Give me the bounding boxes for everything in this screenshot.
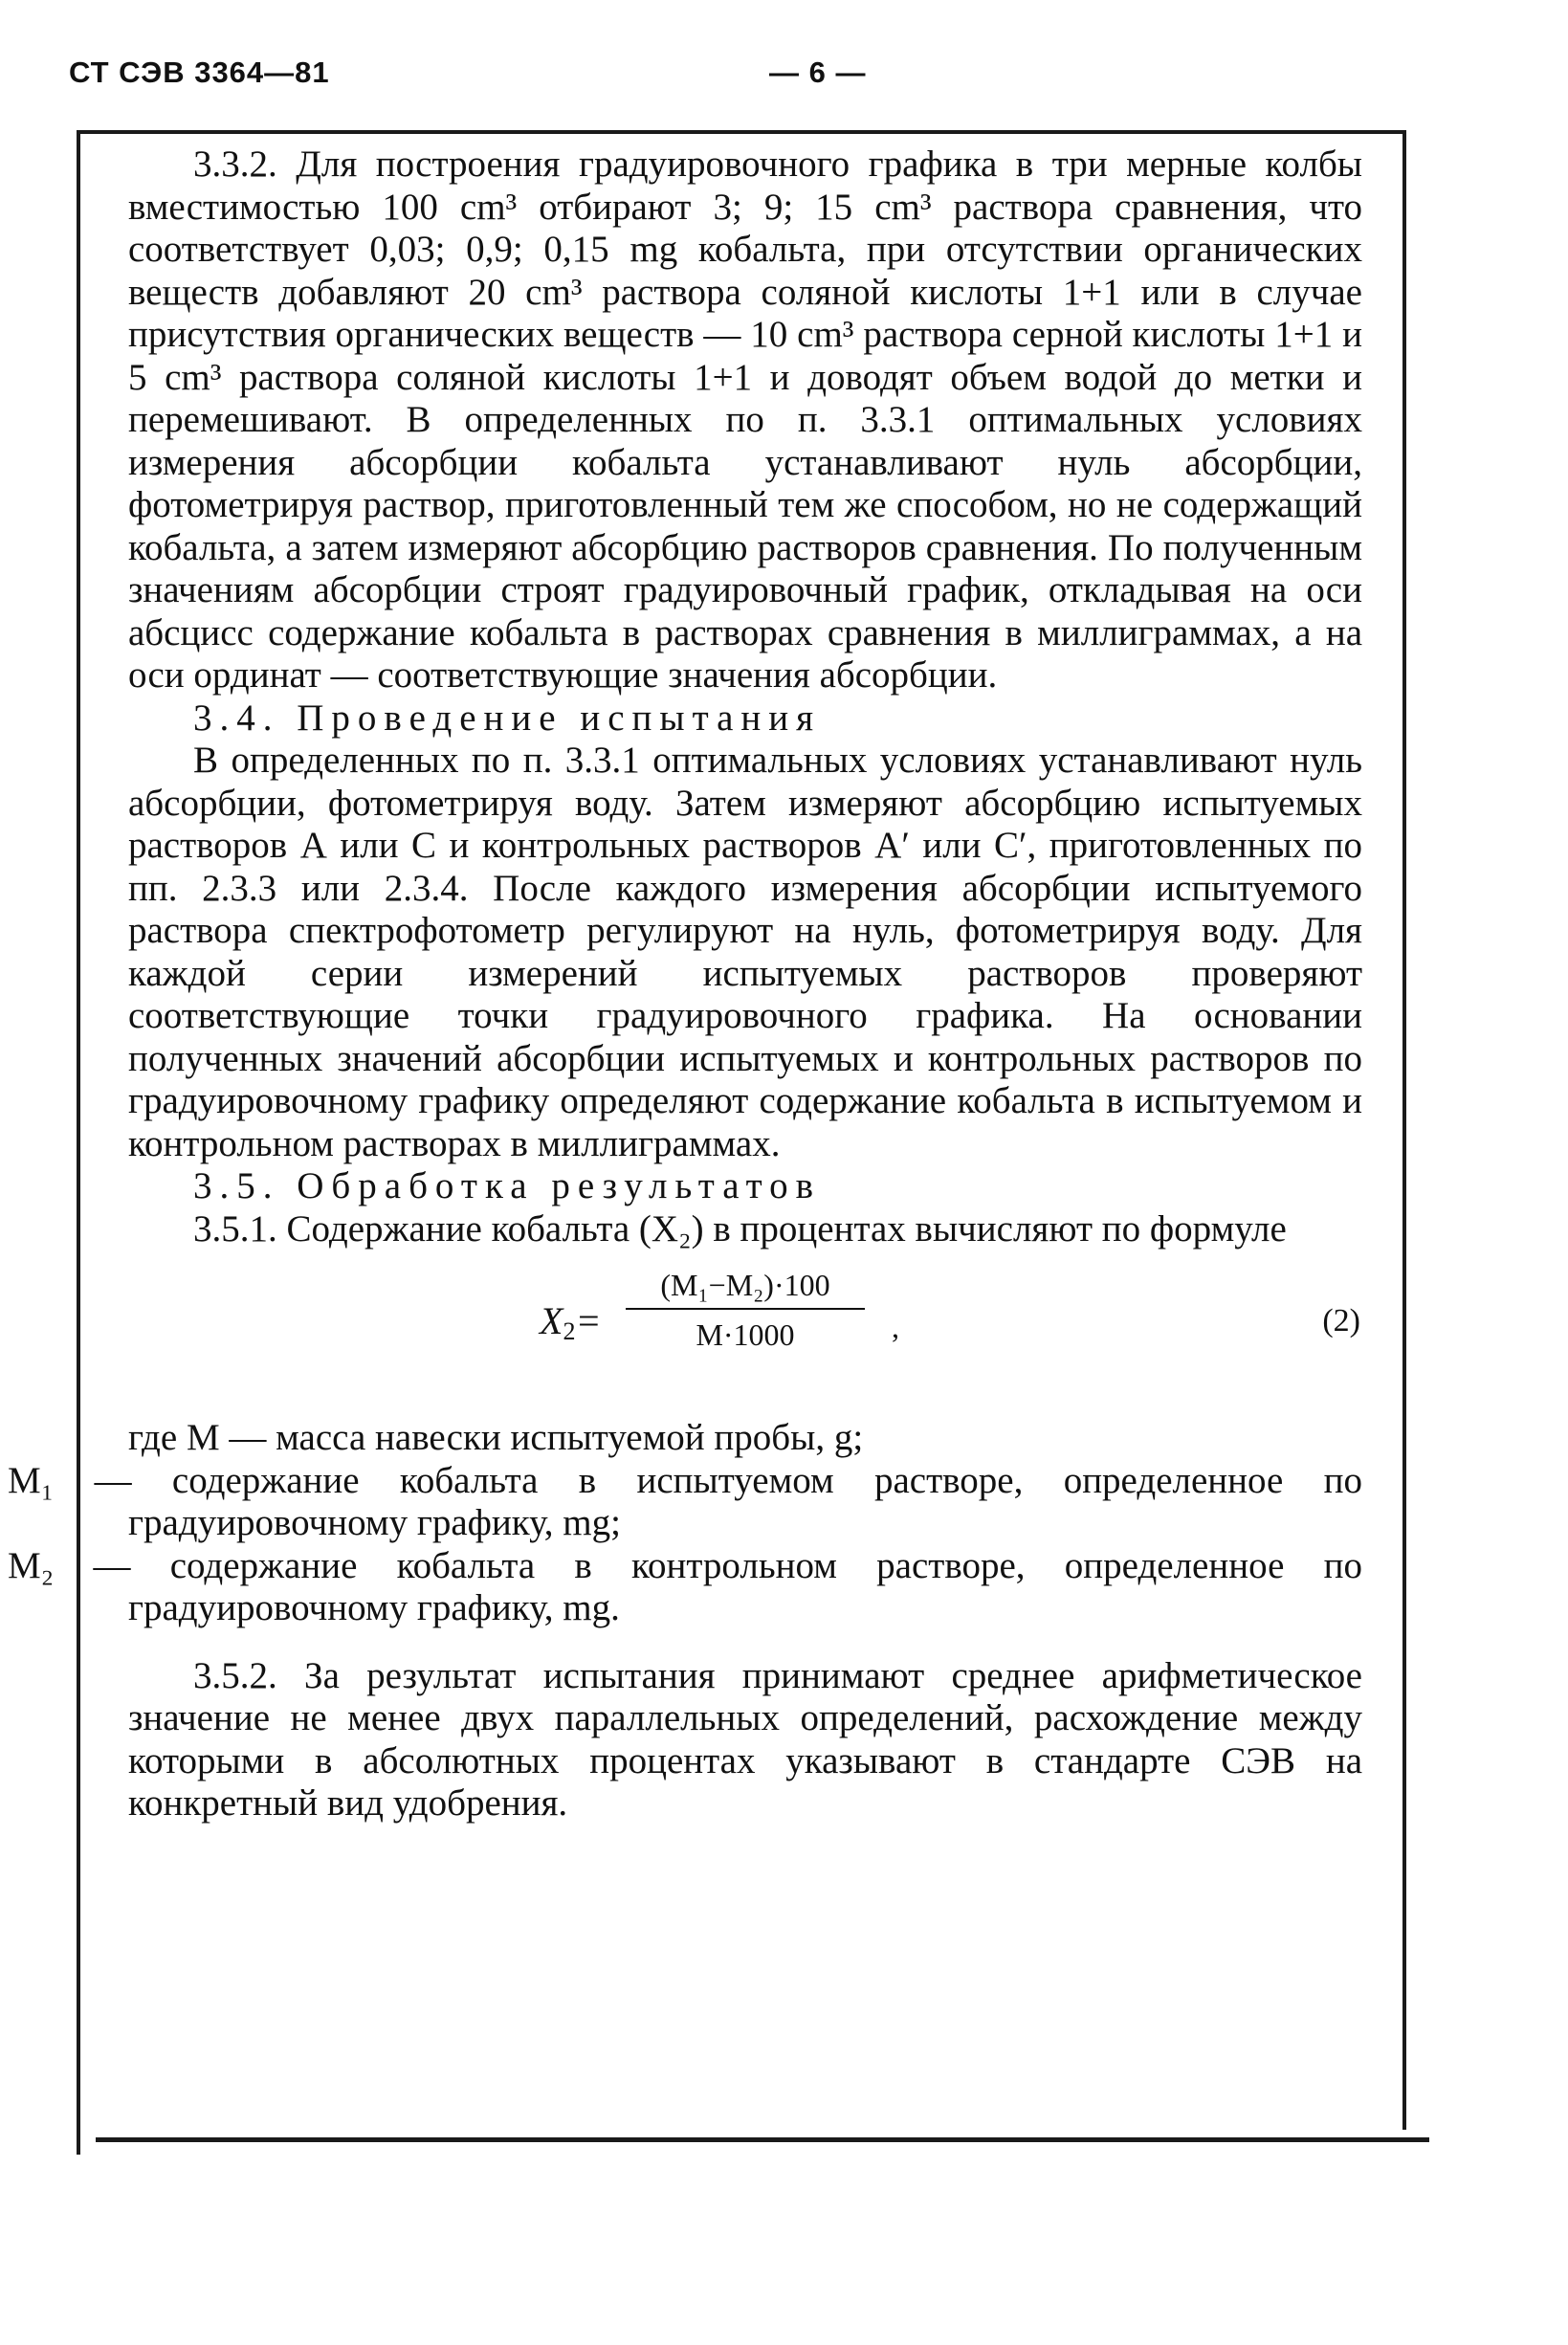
formula-comma: ,: [892, 1310, 899, 1344]
frame-right-rule: [1402, 130, 1406, 2130]
paragraph-3-4: В определенных по п. 3.3.1 оптимальных условиях устанавливают нуль абсорбции, фотометрируя воду. Затем измеряют абсорбцию испытуемых растворов А или С и контрольных растворов А′ или С′, приготовленных по пп. 2.3.3 или 2.3.4. После каждого измерения абсорбции испытуемого раствора спектрофотометр регулируют на нуль, фотометрируя воду. Для каждой серии измерений испытуемых растворов проверяют соответствующие точки градуировочного графика. На основании полученных значений абсорбции испытуемых и контрольных растворов по градуировочному графику определяют содержание кобальта в испытуемом и контрольном растворах в миллиграммах.: [128, 740, 1362, 1164]
heading-3-5: 3.5. Обработка результатов: [193, 1165, 822, 1206]
frame-top-rule: [78, 130, 1406, 134]
formula-denominator: M·1000: [696, 1317, 795, 1352]
formula-number: (2): [1322, 1303, 1360, 1338]
spacer: [128, 1630, 1362, 1655]
formula-fraction: [626, 1266, 865, 1354]
legend-intro: где M — масса навески испытуемой пробы, g;: [128, 1417, 864, 1458]
standard-code: СТ СЭВ 3364—81: [69, 55, 330, 89]
page-number: — 6 —: [769, 55, 867, 89]
formula-lhs-subscript: 2: [563, 1317, 576, 1345]
formula-equals: =: [575, 1299, 602, 1342]
legend-m2: M₂ — содержание кобальта в контрольном растворе, определенное по градуировочному графику, mg.: [8, 1544, 1362, 1628]
paragraph-3-3-2: 3.3.2. Для построения градуировочного графика в три мерные колбы вместимостью 100 cm³ отбирают 3; 9; 15 cm³ раствора сравнения, что соответствует 0,03; 0,9; 0,15 mg кобальта, при отсутствии органических веществ добавляют 20 cm³ раствора соляной кислоты 1+1 или в случае присутствия органических веществ — 10 cm³ раствора серной кислоты 1+1 и 5 cm³ раствора соляной кислоты 1+1 и доводят объем водой до метки и перемешивают. В определенных по п. 3.3.1 оптимальных условиях измерения абсорбции кобальта устанавливают нуль абсорбции, фотометрируя раствор, приготовленный тем же способом, но не содержащий кобальта, а затем измеряют абсорбцию растворов сравнения. По полученным значениям абсорбции строят градуировочный график, откладывая на оси абсцисс содержание кобальта в растворах сравнения в миллиграммах, а на оси ординат — соответствующие значения абсорбции.: [128, 144, 1362, 696]
frame-bottom-rule: [96, 2137, 1429, 2142]
paragraph-3-5-1: 3.5.1. Содержание кобальта (X₂) в процентах вычисляют по формуле: [193, 1207, 1287, 1250]
paragraph-3-5-2: 3.5.2. За результат испытания принимают среднее арифметическое значение не менее двух параллельных определений, расхождение между которыми в абсолютных процентах указывают в стандарте СЭВ на конкретный вид удобрения.: [128, 1654, 1362, 1824]
formula-lhs: [540, 1300, 601, 1354]
legend-m1: M₁ — содержание кобальта в испытуемом растворе, определенное по градуировочному графику, mg;: [8, 1459, 1362, 1543]
formula-2: [128, 1254, 1362, 1396]
frame-left-rule: [77, 130, 80, 2155]
document-body: [8, 144, 1362, 1825]
page-header: [69, 55, 1408, 103]
heading-3-4: 3.4. Проведение испытания: [193, 697, 822, 739]
formula-numerator: (M₁−M₂)·100: [626, 1266, 865, 1310]
formula-lhs-symbol: X: [540, 1299, 563, 1342]
